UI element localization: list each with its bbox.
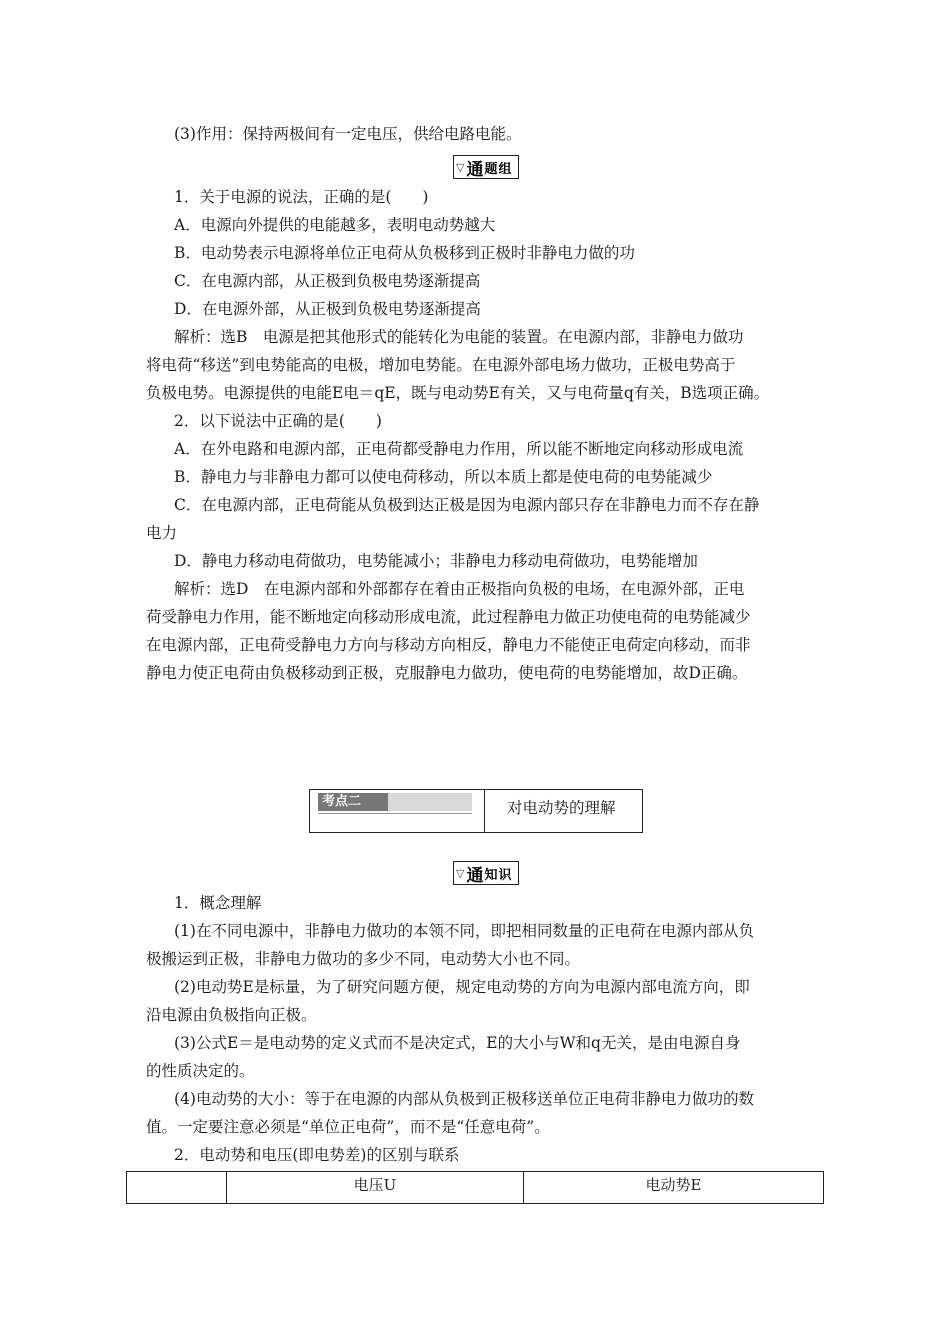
q2-option-c: C．在电源内部，正电荷能从负极到达正极是因为电源内部只存在非静电力而不存在静	[174, 496, 760, 514]
table-header-cell: 电压U	[227, 1172, 524, 1204]
badge-big-char: 通	[466, 865, 484, 886]
knowledge-heading: 2．电动势和电压(即电势差)的区别与联系	[174, 1146, 460, 1164]
tongzhishi-badge	[453, 861, 519, 885]
kaodian-title: 对电动势的理解	[507, 799, 616, 817]
q2-option-d: D．静电力移动电荷做功，电势能减小；非静电力移动电荷做功，电势能增加	[174, 552, 698, 570]
knowledge-heading: 1．概念理解	[174, 894, 262, 912]
q1-analysis-line: 负极电势。电源提供的电能E电＝qE，既与电动势E有关，又与电荷量q有关，B选项正确。	[146, 384, 770, 402]
table-header-cell	[127, 1172, 227, 1204]
kaodian-tag: 考点二	[318, 793, 388, 811]
q1-option-d: D．在电源外部，从正极到负极电势逐渐提高	[174, 300, 481, 318]
q2-option-c-cont: 电力	[146, 524, 178, 542]
kaodian-bar	[388, 793, 472, 811]
badge-big-char: 通	[466, 159, 484, 180]
knowledge-p4-line: 值。一定要注意必须是“单位正电荷”，而不是“任意电荷”。	[146, 1118, 550, 1136]
knowledge-p2-line: 沿电源由负极指向正极。	[146, 1006, 317, 1024]
q1-stem: 1．关于电源的说法，正确的是( )	[174, 188, 429, 206]
comparison-table	[126, 1171, 824, 1204]
q2-analysis-line: 荷受静电力作用，能不断地定向移动形成电流，此过程静电力做正功使电荷的电势能减少	[146, 608, 751, 626]
knowledge-p1-line: (1)在不同电源中，非静电力做功的本领不同，即把相同数量的正电荷在电源内部从负	[174, 922, 754, 940]
knowledge-p3-line: (3)公式E＝是电动势的定义式而不是决定式，E的大小与W和q无关，是由电源自身	[174, 1034, 741, 1052]
knowledge-p4-line: (4)电动势的大小：等于在电源的内部从负极到正极移送单位正电荷非静电力做功的数	[174, 1090, 754, 1108]
badge-small-text: 知识	[484, 867, 513, 883]
q1-analysis-line: 将电荷“移送”到电势能高的电极，增加电势能。在电源外部电场力做功，正极电势高于	[146, 356, 736, 374]
table-header-cell: 电动势E	[524, 1172, 824, 1204]
tongtizu-badge	[453, 155, 519, 179]
badge-small-text: 题组	[484, 161, 513, 177]
kaodian-header	[309, 789, 643, 833]
q1-analysis-line: 解析：选B 电源是把其他形式的能转化为电能的装置。在电源内部，非静电力做功	[174, 328, 744, 346]
q2-option-b: B．静电力与非静电力都可以使电荷移动，所以本质上都是使电荷的电势能减少	[174, 468, 713, 486]
effect-text: (3)作用：保持两极间有一定电压，供给电路电能。	[174, 125, 522, 143]
kaodian-underline	[318, 813, 472, 814]
q2-analysis-line: 在电源内部，正电荷受静电力方向与移动方向相反，静电力不能使正电荷定向移动，而非	[146, 636, 751, 654]
table-row	[127, 1172, 824, 1204]
down-triangle-icon: ▽	[456, 160, 465, 174]
q1-option-c: C．在电源内部，从正极到负极电势逐渐提高	[174, 272, 481, 290]
kaodian-tag-cell	[310, 790, 485, 832]
down-triangle-icon: ▽	[456, 866, 465, 880]
q2-analysis-line: 静电力使正电荷由负极移动到正极，克服静电力做功，使电荷的电势能增加，故D正确。	[146, 664, 748, 682]
q2-analysis-line: 解析：选D 在电源内部和外部都存在着由正极指向负极的电场，在电源外部，正电	[174, 580, 745, 598]
knowledge-p2-line: (2)电动势E是标量，为了研究问题方便，规定电动势的方向为电源内部电流方向，即	[174, 978, 750, 996]
knowledge-p1-line: 极搬运到正极，非静电力做功的多少不同，电动势大小也不同。	[146, 950, 581, 968]
q1-option-b: B．电动势表示电源将单位正电荷从负极移到正极时非静电力做的功	[174, 244, 635, 262]
knowledge-p3-line: 的性质决定的。	[146, 1062, 255, 1080]
q2-option-a: A．在外电路和电源内部，正电荷都受静电力作用，所以能不断地定向移动形成电流	[174, 440, 744, 458]
q1-option-a: A．电源向外提供的电能越多，表明电动势越大	[174, 216, 496, 234]
q2-stem: 2．以下说法中正确的是( )	[174, 412, 382, 430]
